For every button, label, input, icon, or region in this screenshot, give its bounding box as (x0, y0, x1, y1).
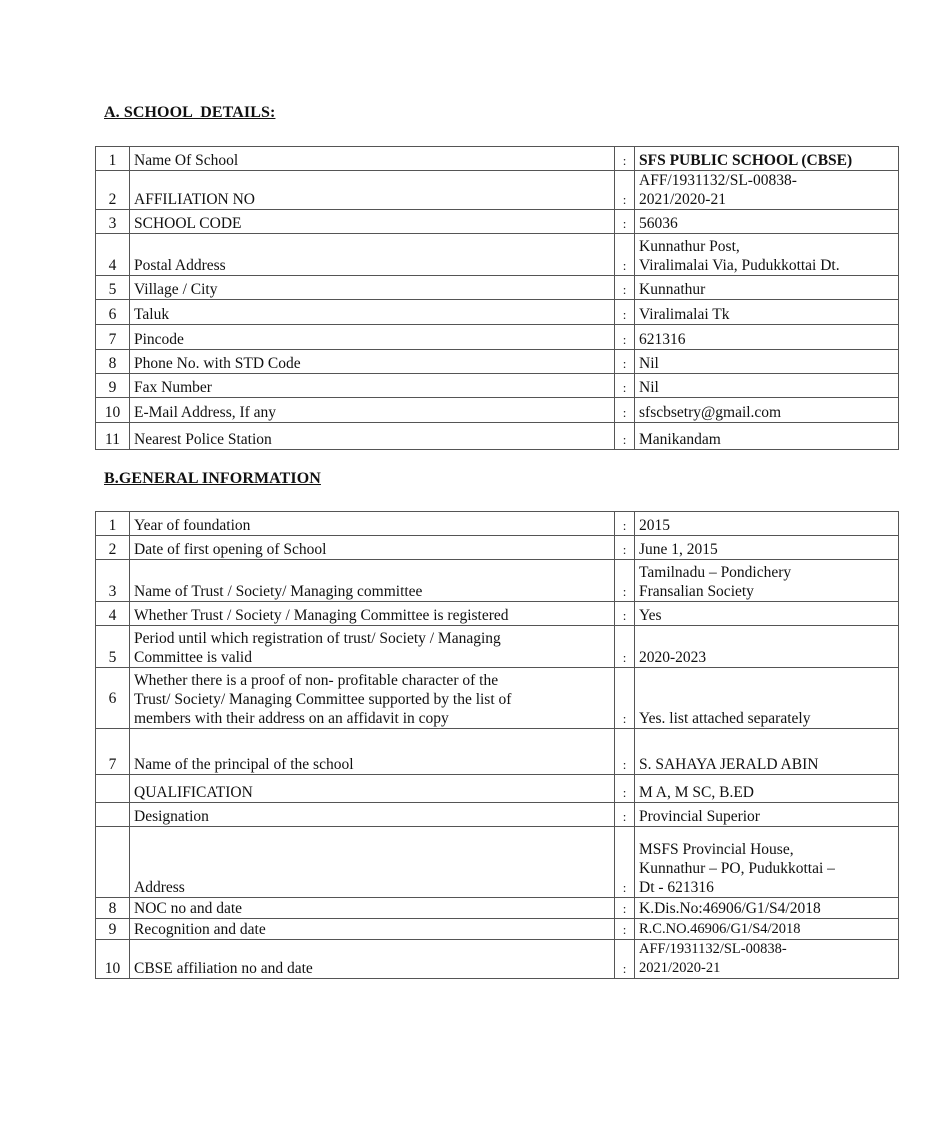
email-value: sfscbsetry@gmail.com (635, 398, 899, 423)
row-label: Recognition and date (130, 919, 615, 940)
table-row (96, 536, 899, 560)
table-row (96, 374, 899, 398)
principal-name-value: S. SAHAYA JERALD ABIN (635, 729, 899, 775)
row-value: R.C.NO.46906/G1/S4/2018 (635, 919, 899, 940)
row-separator: : (615, 775, 635, 803)
row-number: 4 (96, 602, 130, 626)
row-number: 5 (96, 276, 130, 300)
row-number: 10 (96, 398, 130, 423)
row-number: 6 (96, 300, 130, 325)
row-number: 3 (96, 560, 130, 602)
row-label: Whether there is a proof of non- profitable character of the Trust/ Society/ Managing Committee supported by the list of members with their address on an affidavit in copy (130, 668, 615, 729)
row-value: 621316 (635, 325, 899, 350)
section-a-title: A. SCHOOL DETAILS: (104, 104, 276, 121)
row-label: SCHOOL CODE (130, 210, 615, 234)
row-separator: : (615, 898, 635, 919)
row-separator: : (615, 325, 635, 350)
table-row (96, 940, 899, 979)
table-row (96, 602, 899, 626)
row-label: AFFILIATION NO (130, 171, 615, 210)
row-value: Yes. list attached separately (635, 668, 899, 729)
row-value: 56036 (635, 210, 899, 234)
row-separator: : (615, 350, 635, 374)
row-label: Period until which registration of trust/ Society / Managing Committee is valid (130, 626, 615, 668)
row-label: NOC no and date (130, 898, 615, 919)
row-number: 7 (96, 325, 130, 350)
row-label: Village / City (130, 276, 615, 300)
row-label: Name of Trust / Society/ Managing committee (130, 560, 615, 602)
row-separator: : (615, 374, 635, 398)
row-label: Nearest Police Station (130, 423, 615, 450)
row-value: AFF/1931132/SL-00838- 2021/2020-21 (635, 940, 899, 979)
row-separator: : (615, 940, 635, 979)
row-separator: : (615, 423, 635, 450)
table-row (96, 398, 899, 423)
row-separator: : (615, 602, 635, 626)
row-number: 8 (96, 350, 130, 374)
row-separator: : (615, 210, 635, 234)
row-number: 8 (96, 898, 130, 919)
row-value: Nil (635, 350, 899, 374)
table-row (96, 827, 899, 898)
row-number: 4 (96, 234, 130, 276)
table-row (96, 512, 899, 536)
row-value: 2020-2023 (635, 626, 899, 668)
row-label: Phone No. with STD Code (130, 350, 615, 374)
row-number (96, 775, 130, 803)
row-separator: : (615, 919, 635, 940)
row-number: 1 (96, 512, 130, 536)
row-value: Tamilnadu – Pondichery Fransalian Society (635, 560, 899, 602)
row-number: 7 (96, 729, 130, 775)
row-separator: : (615, 171, 635, 210)
table-row (96, 919, 899, 940)
school-name-value: SFS PUBLIC SCHOOL (CBSE) (635, 147, 899, 171)
table-row (96, 147, 899, 171)
row-label: QUALIFICATION (130, 775, 615, 803)
row-value: Viralimalai Tk (635, 300, 899, 325)
row-value: MSFS Provincial House, Kunnathur – PO, Pudukkottai – Dt - 621316 (635, 827, 899, 898)
row-number: 2 (96, 171, 130, 210)
row-label: Postal Address (130, 234, 615, 276)
table-row (96, 775, 899, 803)
row-separator: : (615, 234, 635, 276)
row-number: 1 (96, 147, 130, 171)
table-row (96, 325, 899, 350)
row-label: CBSE affiliation no and date (130, 940, 615, 979)
row-number: 10 (96, 940, 130, 979)
row-value: Provincial Superior (635, 803, 899, 827)
row-label: Name of the principal of the school (130, 729, 615, 775)
section-b-title: B.GENERAL INFORMATION (104, 470, 321, 487)
table-row (96, 300, 899, 325)
row-separator: : (615, 668, 635, 729)
row-value: M A, M SC, B.ED (635, 775, 899, 803)
row-label: Whether Trust / Society / Managing Committee is registered (130, 602, 615, 626)
row-label: Fax Number (130, 374, 615, 398)
row-number (96, 803, 130, 827)
row-number (96, 827, 130, 898)
school-details-table (95, 146, 899, 450)
row-value: K.Dis.No:46906/G1/S4/2018 (635, 898, 899, 919)
table-row (96, 171, 899, 210)
row-label: Pincode (130, 325, 615, 350)
table-row (96, 210, 899, 234)
row-label: Designation (130, 803, 615, 827)
row-number: 9 (96, 374, 130, 398)
table-row (96, 276, 899, 300)
table-row (96, 803, 899, 827)
row-value: Nil (635, 374, 899, 398)
row-separator: : (615, 729, 635, 775)
table-row (96, 668, 899, 729)
row-value: Kunnathur (635, 276, 899, 300)
table-row (96, 423, 899, 450)
row-separator: : (615, 560, 635, 602)
table-row (96, 729, 899, 775)
row-value: Manikandam (635, 423, 899, 450)
row-label: Year of foundation (130, 512, 615, 536)
row-separator: : (615, 300, 635, 325)
table-row (96, 626, 899, 668)
row-number: 11 (96, 423, 130, 450)
row-value: AFF/1931132/SL-00838- 2021/2020-21 (635, 171, 899, 210)
table-row (96, 560, 899, 602)
row-label: E-Mail Address, If any (130, 398, 615, 423)
row-label: Address (130, 827, 615, 898)
row-label: Taluk (130, 300, 615, 325)
row-separator: : (615, 512, 635, 536)
row-separator: : (615, 536, 635, 560)
row-value: 2015 (635, 512, 899, 536)
row-separator: : (615, 398, 635, 423)
row-value: Yes (635, 602, 899, 626)
row-value: Kunnathur Post, Viralimalai Via, Pudukkottai Dt. (635, 234, 899, 276)
table-row (96, 898, 899, 919)
row-label: Date of first opening of School (130, 536, 615, 560)
general-information-table (95, 511, 899, 979)
row-number: 9 (96, 919, 130, 940)
row-number: 5 (96, 626, 130, 668)
row-number: 3 (96, 210, 130, 234)
row-separator: : (615, 276, 635, 300)
row-separator: : (615, 827, 635, 898)
row-number: 6 (96, 668, 130, 729)
table-row (96, 234, 899, 276)
row-separator: : (615, 626, 635, 668)
row-number: 2 (96, 536, 130, 560)
table-row (96, 350, 899, 374)
row-label: Name Of School (130, 147, 615, 171)
row-separator: : (615, 803, 635, 827)
row-separator: : (615, 147, 635, 171)
row-value: June 1, 2015 (635, 536, 899, 560)
